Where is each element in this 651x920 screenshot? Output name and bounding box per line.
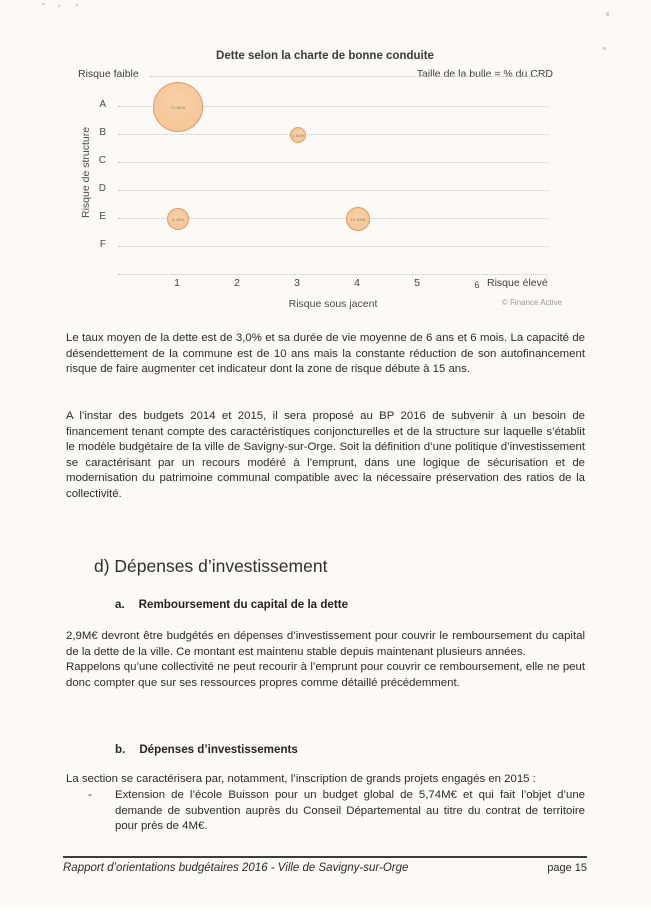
chart-gridline-b — [118, 134, 548, 135]
paragraph-capital-repayment — [66, 629, 585, 691]
paragraph-capital-repayment-1: 2,9M€ devront être budgétés en dépenses d’investissement pour couvrir le remboursement du capital de la dette de la ville. Ce montant est maintenu stable depuis maintenant plusieurs années. — [66, 630, 585, 658]
subsection-letter-a: a. — [115, 598, 125, 611]
chart-bubble-size-legend: Taille de la bulle = % du CRD — [416, 68, 553, 80]
paragraph-debt-ratios: Le taux moyen de la dette est de 3,0% et sa durée de vie moyenne de 6 ans et 6 mois. La capacité de désendettement de la commune est de 10 ans mais la constante réduction de son autofinancement risque de faire augmenter cet indicateur dont la zone de risque débute à 15 ans. — [66, 332, 585, 376]
list-item-text: Extension de l’école Buisson pour un budget global de 5,74M€ et qui fait l’objet d’une demande de subvention auprès du Conseil Départemental au titre du contrat de territoire pour près de 4M€. — [115, 789, 585, 833]
chart-x-tick-1: 1 — [174, 277, 180, 289]
chart-row-label-e: E — [99, 211, 106, 222]
chart-risk-high-label: Risque élevé — [487, 277, 548, 289]
chart-row-label-f: F — [99, 239, 106, 250]
footer-report-title: Rapport d’orientations budgétaires 2016 - Ville de Savigny-sur-Orge — [63, 862, 409, 874]
bullet-dash: - — [88, 789, 92, 801]
chart-bubble-a1 — [153, 82, 203, 132]
chart-x-tick-2: 2 — [234, 277, 240, 289]
chart-credit: © Finance Active — [501, 298, 562, 307]
chart-bottom-gridline — [118, 274, 548, 275]
chart-bubble-label: 6,45% — [171, 216, 185, 222]
chart-bubble-e4 — [346, 207, 370, 231]
chart-x-tick-5: 5 — [414, 277, 420, 289]
chart-bubble-b3 — [290, 127, 306, 143]
scan-page-edge — [0, 907, 651, 920]
chart-x-tick-6: 6 — [474, 280, 480, 290]
subsection-title-b: Dépenses d’investissements — [139, 743, 298, 756]
chart-gridline-f — [118, 246, 548, 247]
chart-x-axis-label: Risque sous jacent — [288, 298, 378, 310]
chart-bubble-label: 12,05% — [350, 216, 366, 222]
chart-top-gridline — [150, 76, 548, 77]
subsection-letter-b: b. — [115, 743, 126, 756]
chart-gridline-c — [118, 162, 548, 163]
chart-gridline-d — [118, 190, 548, 191]
chart-bubble-e1 — [167, 208, 189, 230]
subsection-heading-a — [115, 598, 348, 611]
chart-x-tick-4: 4 — [354, 277, 360, 289]
chart-row-label-c: C — [98, 155, 106, 166]
scan-artifact — [606, 12, 609, 16]
subsection-heading-b — [115, 743, 298, 756]
page-footer — [63, 856, 587, 874]
list-item-extension-buisson — [66, 788, 585, 835]
chart-y-axis-label: Risque de structure — [80, 126, 92, 219]
footer-page-number: page 15 — [547, 862, 587, 874]
chart-title: Dette selon la charte de bonne conduite — [216, 50, 434, 62]
chart-row-label-d: D — [98, 183, 106, 194]
scan-artifact — [58, 5, 60, 7]
scan-artifact — [603, 47, 606, 50]
chart-row-label-a: A — [99, 99, 106, 110]
paragraph-investment-intro: La section se caractérisera par, notamment, l’inscription de grands projets engagés en 2015 : — [66, 773, 536, 785]
chart-risk-low-label: Risque faible — [78, 68, 139, 80]
scan-artifact — [76, 4, 78, 6]
subsection-title-a: Remboursement du capital de la dette — [138, 598, 349, 611]
chart-x-tick-3: 3 — [294, 277, 300, 289]
section-heading-d: d) Dépenses d’investissement — [94, 556, 328, 576]
paragraph-capital-repayment-2: Rappelons qu’une collectivité ne peut recourir à l’emprunt pour couvrir ce remboursement, elle ne peut donc compter que sur ses ressources propres comme détaillé précédemment. — [66, 661, 585, 689]
scan-artifact — [42, 3, 45, 5]
chart-bubble-label: 79,86% — [170, 104, 186, 110]
chart-row-label-b: B — [99, 127, 106, 138]
paragraph-bp2016: A l’instar des budgets 2014 et 2015, il sera proposé au BP 2016 de subvenir à un besoin de financement tenant compte des caractéristiques conjoncturelles et de la structure sur laquelle s’établit le modèle budgétaire de la ville de Savigny-sur-Orge. Soit la définition d’une politique d’investissement se caractérisant par un recours modéré à l’emprunt, dans une logique de sécurisation et de modernisation du patrimoine communal compatible avec la nécessaire préservation des ratios de la collectivité. — [66, 410, 585, 500]
chart-bubble-label: 1,64% — [291, 132, 305, 138]
